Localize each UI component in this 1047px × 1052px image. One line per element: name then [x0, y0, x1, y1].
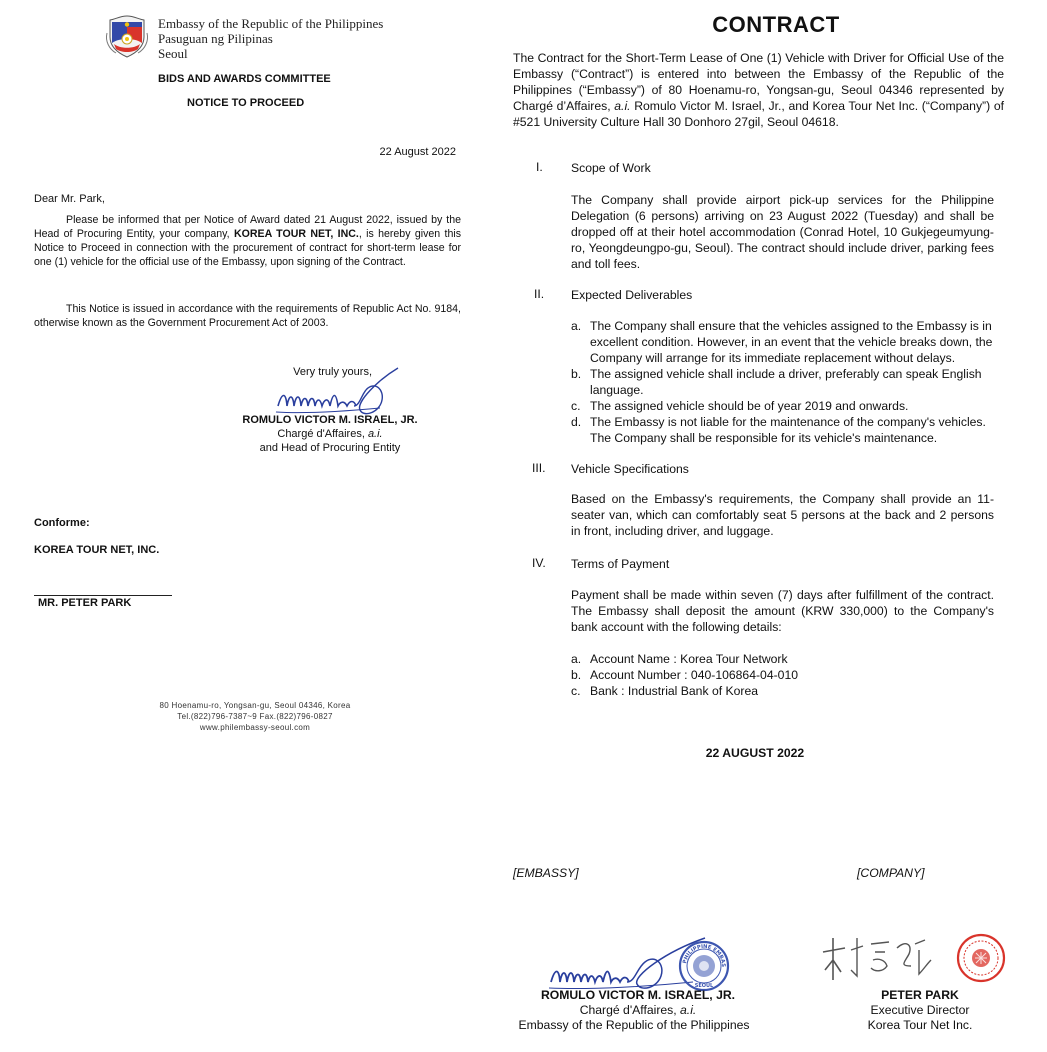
company-signer-title: Executive Director: [870, 1003, 970, 1017]
payment-item-c: [571, 683, 971, 699]
deliverable-text: The assigned vehicle should be of year 2019 and onwards.: [590, 399, 909, 413]
conforme-name: MR. PETER PARK: [38, 597, 132, 609]
footer-phone: Tel.(822)796-7387~9 Fax.(822)796-0827: [177, 712, 333, 721]
para1-text-end: , is hereby given this Notice to Proceed in connection with the procurement of contract for short-term lease for one (1) vehicle for the official use of the Embassy, upon signing of the Contract.: [34, 228, 461, 268]
deliverable-label: a.: [571, 319, 582, 333]
intro-ai: a.i.: [614, 99, 631, 113]
para1-company-name: KOREA TOUR NET, INC.: [233, 228, 359, 240]
embassy-signer-title-ai: a.i.: [680, 1003, 697, 1017]
embassy-signer-title: [513, 1002, 763, 1018]
intro-text-start: The Contract for the Short-Term Lease of One (1) Vehicle with Driver for Official Use of the Embassy (“Contract”) is entered into between the Embassy of the Republic of the Philippines (“Embassy”) of 80 Hoenamu-ro, Yongsan-gu, Seoul 04346 represented by Chargé d’Affaires,: [513, 51, 1004, 113]
company-party-label: [COMPANY]: [857, 866, 925, 880]
contract-date: 22 AUGUST 2022: [705, 746, 805, 760]
signatory-name: ROMULO VICTOR M. ISRAEL, JR.: [242, 414, 418, 426]
signatory-title-ai: a.i.: [367, 428, 383, 440]
company-signer-org: Korea Tour Net Inc.: [867, 1018, 973, 1032]
intro-text-end: Romulo Victor M. Israel, Jr., and Korea Tour Net Inc. (“Company”) of #521 University Culture Hall 30 Donhoro 27gil, Seoul 04618.: [513, 99, 1004, 129]
payment-label: b.: [571, 668, 582, 682]
committee-heading: BIDS AND AWARDS COMMITTEE: [158, 73, 331, 85]
section-4-body: Payment shall be made within seven (7) days after fulfillment of the contract. The Embassy shall deposit the amount (KRW 330,000) to the Company's bank account with the following details:: [571, 588, 994, 634]
section-1-body: The Company shall provide airport pick-up services for the Philippine Delegation (6 persons) arriving on 23 August 2022 (Tuesday) and shall be dropped off at their hotel accommodation (Conrad Hotel, 10 Gukjegeumyung-ro, Yeongdeungpo-gu, Seoul). The contract should include driver, parking fees and toll fees.: [571, 193, 994, 271]
payment-text: Bank : Industrial Bank of Korea: [590, 684, 759, 698]
embassy-signer-org: Embassy of the Republic of the Philippines: [518, 1018, 750, 1032]
section-2-number: II.: [534, 287, 545, 301]
payment-text: Account Name : Korea Tour Network: [590, 652, 788, 666]
signatory-title-text: Chargé d'Affaires,: [277, 428, 368, 440]
deliverable-item-d: [571, 414, 999, 446]
deliverable-text: The assigned vehicle shall include a driver, preferably can speak English language.: [590, 367, 982, 397]
philippine-coat-of-arms-icon: [104, 13, 150, 59]
payment-text: Account Number : 040-106864-04-010: [590, 668, 798, 682]
para1-text-start: Please be informed that per Notice of Award dated 21 August 2022, issued by the Head of Procuring Entity, your company,: [34, 214, 461, 240]
contract-intro: [513, 50, 1004, 130]
payment-label: c.: [571, 684, 581, 698]
notice-paragraph-2: This Notice is issued in accordance with the requirements of Republic Act No. 9184, otherwise known as the Government Procurement Act of 2003.: [34, 303, 461, 329]
deliverable-text: The Company shall ensure that the vehicles assigned to the Embassy is in excellent condition. However, in an event that the vehicle breaks down, the Company will arrange for its immediate replacement without delays.: [590, 319, 993, 365]
section-3-body: Based on the Embassy's requirements, the Company shall provide an 11-seater van, which can comfortably seat 5 persons at the back and 2 persons in front, including driver, and luggage.: [571, 492, 994, 538]
company-seal-icon: [955, 932, 1007, 984]
notice-paragraph-1: [34, 213, 461, 269]
closing: Very truly yours,: [293, 366, 372, 378]
contract-title: CONTRACT: [712, 12, 840, 37]
conforme-label: Conforme:: [34, 517, 90, 529]
embassy-signer-name: ROMULO VICTOR M. ISRAEL, JR.: [540, 988, 736, 1002]
letterhead-line-1: Embassy of the Republic of the Philippines: [158, 16, 384, 31]
embassy-signer-title-text: Chargé d'Affaires,: [579, 1003, 681, 1017]
deliverable-item-a: [571, 318, 997, 366]
section-1-number: I.: [536, 160, 543, 174]
notice-to-proceed-page: [0, 0, 500, 1052]
notice-title: NOTICE TO PROCEED: [187, 97, 305, 109]
company-signer-name: PETER PARK: [881, 988, 959, 1002]
signature-israel-icon: [268, 362, 418, 420]
section-4-number: IV.: [532, 556, 546, 570]
notice-date: 22 August 2022: [379, 146, 456, 158]
signatory-title: [200, 427, 460, 441]
letterhead-line-3: Seoul: [158, 46, 188, 61]
payment-item-a: [571, 651, 971, 667]
deliverable-item-c: [571, 398, 997, 414]
payment-item-b: [571, 667, 971, 683]
salutation: Dear Mr. Park,: [34, 193, 105, 205]
stamp-text: PHILIPPINE EMBAS: [682, 943, 727, 968]
section-3-heading: Vehicle Specifications: [571, 462, 689, 476]
section-2-heading: Expected Deliverables: [571, 288, 693, 302]
section-4-heading: Terms of Payment: [571, 557, 670, 571]
deliverable-label: d.: [571, 415, 582, 429]
signatory-role: and Head of Procuring Entity: [259, 442, 401, 454]
contract-page: [505, 0, 1047, 1052]
footer-address: 80 Hoenamu-ro, Yongsan-gu, Seoul 04346, Korea: [159, 701, 351, 710]
letterhead-line-2: Pasuguan ng Pilipinas: [158, 31, 273, 46]
section-1-heading: Scope of Work: [571, 161, 651, 175]
deliverable-label: c.: [571, 399, 581, 413]
payment-label: a.: [571, 652, 582, 666]
signature-company-icon: [815, 930, 965, 990]
deliverable-item-b: [571, 366, 997, 398]
deliverable-label: b.: [571, 367, 582, 381]
section-3-number: III.: [532, 461, 546, 475]
embassy-party-label: [EMBASSY]: [513, 866, 579, 880]
deliverable-text: The Embassy is not liable for the maintenance of the company's vehicles. The Company shall be responsible for its vehicle's maintenance.: [590, 415, 986, 445]
footer-website: www.philembassy-seoul.com: [199, 723, 311, 732]
embassy-stamp-icon: [678, 940, 730, 992]
conforme-company: KOREA TOUR NET, INC.: [34, 544, 160, 556]
stamp-bottom-text: SEOUL: [694, 983, 714, 989]
